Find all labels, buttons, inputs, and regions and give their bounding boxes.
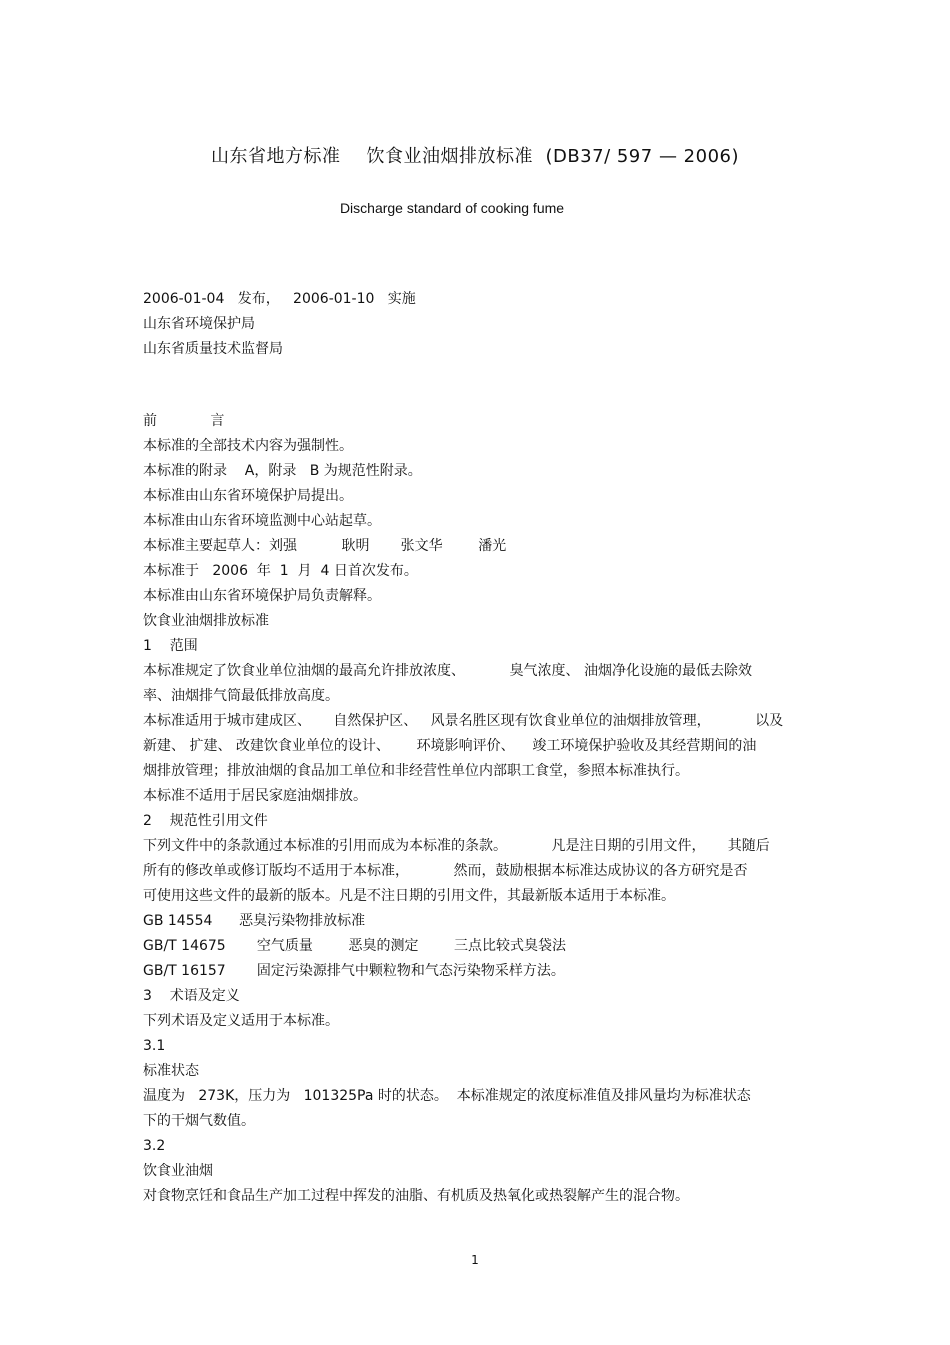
body-line: 本标准于 2006 年 1 月 4 日首次发布。	[143, 563, 418, 579]
body-line: 烟排放管理；排放油烟的食品加工单位和非经营性单位内部职工食堂，参照本标准执行。	[143, 763, 689, 779]
term-heading: 标准状态	[143, 1063, 199, 1079]
english-subtitle: Discharge standard of cooking fume	[339, 200, 565, 216]
body-line: 对食物烹饪和食品生产加工过程中挥发的油脂、有机质及热氧化或热裂解产生的混合物。	[143, 1188, 689, 1204]
issuing-org-1: 山东省环境保护局	[143, 316, 255, 332]
clause-number: 3.2	[143, 1138, 166, 1154]
document-title	[0, 142, 950, 168]
body-line: 本标准不适用于居民家庭油烟排放。	[143, 788, 367, 804]
body-line: 本标准适用于城市建成区、 自然保护区、 风景名胜区现有饮食业单位的油烟排放管理， 以及	[143, 713, 784, 729]
term-heading: 饮食业油烟	[143, 1163, 213, 1179]
body-line: 下列术语及定义适用于本标准。	[143, 1013, 339, 1029]
body-line: 本标准规定了饮食业单位油烟的最高允许排放浓度、 臭气浓度、 油烟净化设施的最低去除效	[143, 663, 752, 679]
section-heading: 2 规范性引用文件	[143, 813, 268, 829]
body-line: 本标准由山东省环境监测中心站起草。	[143, 513, 381, 529]
body-line: 饮食业油烟排放标准	[143, 613, 269, 629]
body-line: 所有的修改单或修订版均不适用于本标准， 然而，鼓励根据本标准达成协议的各方研究是否	[143, 863, 748, 879]
body-line: 下列文件中的条款通过本标准的引用而成为本标准的条款。 凡是注日期的引用文件， 其随后	[143, 838, 770, 854]
title-part-3: (DB37/ 597 — 2006)	[545, 146, 739, 167]
issuing-org-2: 山东省质量技术监督局	[143, 341, 283, 357]
body-line: 本标准主要起草人：刘强 耿明 张文华 潘光	[143, 538, 507, 554]
reference-entry: GB/T 16157 固定污染源排气中颗粒物和气态污染物采样方法。	[143, 963, 565, 979]
body-line: 前 言	[143, 413, 225, 429]
title-part-1: 山东省地方标准	[210, 146, 341, 167]
page-number: 1	[471, 1253, 479, 1267]
clause-number: 3.1	[143, 1038, 166, 1054]
body-line: 率、油烟排气筒最低排放高度。	[143, 688, 339, 704]
body-line: 下的干烟气数值。	[143, 1113, 255, 1129]
reference-entry: GB 14554 恶臭污染物排放标准	[143, 913, 366, 929]
body-line: 温度为 273K，压力为 101325Pa 时的状态。 本标准规定的浓度标准值及排风量均为标准状态	[143, 1088, 751, 1104]
section-heading: 3 术语及定义	[143, 988, 240, 1004]
body-line: 可使用这些文件的最新的版本。凡是不注日期的引用文件，其最新版本适用于本标准。	[143, 888, 675, 904]
section-heading: 1 范围	[143, 638, 198, 654]
body-line: 新建、 扩建、 改建饮食业单位的设计、 环境影响评价、 竣工环境保护验收及其经营期间的油	[143, 738, 757, 754]
body-line: 本标准的全部技术内容为强制性。	[143, 438, 353, 454]
reference-entry: GB/T 14675 空气质量 恶臭的测定 三点比较式臭袋法	[143, 938, 567, 954]
issue-dates: 2006-01-04 发布， 2006-01-10 实施	[143, 291, 416, 307]
body-line: 本标准的附录 A，附录 B 为规范性附录。	[143, 463, 422, 479]
body-line: 本标准由山东省环境保护局提出。	[143, 488, 353, 504]
title-part-2: 饮食业油烟排放标准	[366, 146, 533, 167]
body-line: 本标准由山东省环境保护局负责解释。	[143, 588, 381, 604]
